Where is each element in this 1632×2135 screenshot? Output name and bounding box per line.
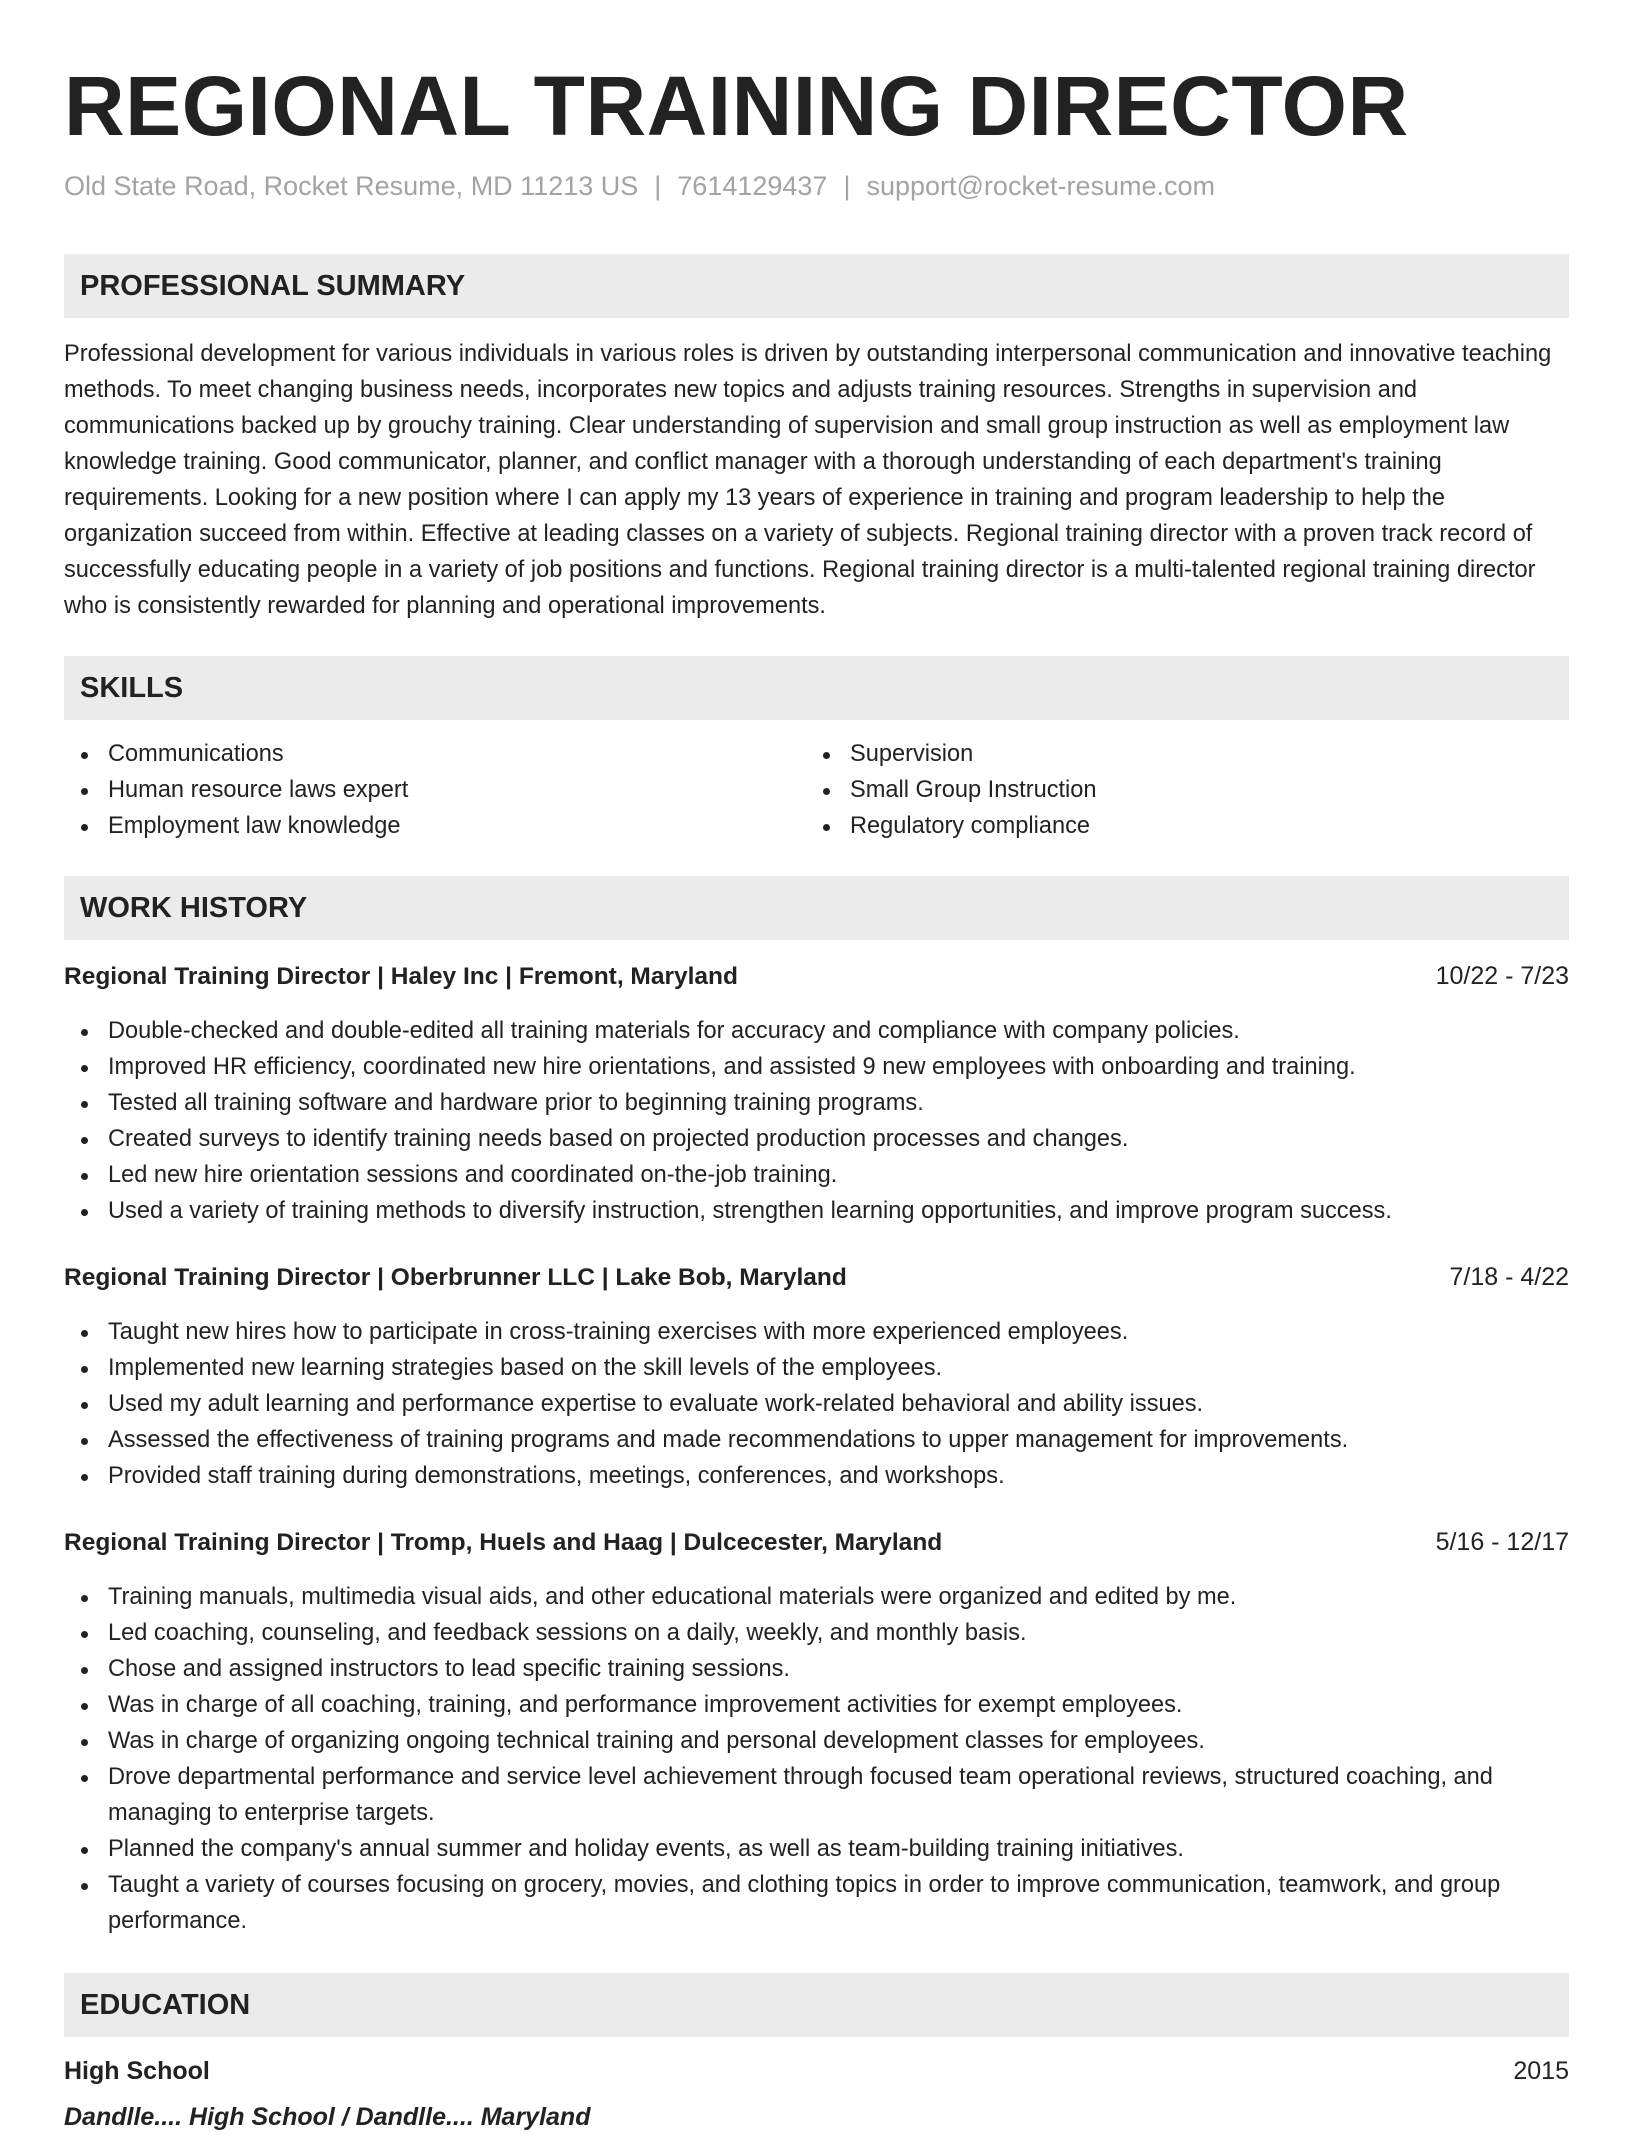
skill-item: Employment law knowledge — [64, 808, 806, 844]
contact-email[interactable]: support@rocket-resume.com — [866, 171, 1215, 201]
skills-column-left — [64, 736, 806, 844]
education-entry — [64, 2053, 1569, 2135]
contact-phone[interactable]: 7614129437 — [677, 171, 828, 201]
job-bullet: Drove departmental performance and service level achievement through focused team operational reviews, structured coaching, and managing to enterprise targets. — [64, 1759, 1569, 1831]
job-bullet: Provided staff training during demonstrations, meetings, conferences, and workshops. — [64, 1458, 1569, 1494]
skill-item: Human resource laws expert — [64, 772, 806, 808]
job-dates: 10/22 - 7/23 — [1435, 962, 1569, 990]
section-heading-skills: SKILLS — [64, 656, 1569, 720]
job-entry — [64, 958, 1569, 1229]
skill-item: Small Group Instruction — [806, 772, 1548, 808]
section-heading-summary: PROFESSIONAL SUMMARY — [64, 254, 1569, 318]
job-bullet: Taught new hires how to participate in cross-training exercises with more experienced employees. — [64, 1314, 1569, 1350]
section-heading-work-history: WORK HISTORY — [64, 876, 1569, 940]
job-header — [64, 1259, 1569, 1296]
job-bullet: Training manuals, multimedia visual aids, and other educational materials were organized and edited by me. — [64, 1579, 1569, 1615]
job-bullet: Improved HR efficiency, coordinated new hire orientations, and assisted 9 new employees with onboarding and training. — [64, 1049, 1569, 1085]
job-title: Regional Training Director | Oberbrunner LLC | Lake Bob, Maryland — [64, 1264, 847, 1291]
contact-address: Old State Road, Rocket Resume, MD 11213 US — [64, 171, 639, 201]
job-entry — [64, 1524, 1569, 1939]
skills-column-right — [806, 736, 1548, 844]
job-bullet: Led coaching, counseling, and feedback sessions on a daily, weekly, and monthly basis. — [64, 1615, 1569, 1651]
job-bullet: Used a variety of training methods to diversify instruction, strengthen learning opportunities, and improve program success. — [64, 1193, 1569, 1229]
job-bullets — [64, 1579, 1569, 1939]
resume-name: REGIONAL TRAINING DIRECTOR — [64, 59, 1409, 153]
section-heading-education: EDUCATION — [64, 1973, 1569, 2037]
job-bullet: Was in charge of all coaching, training, and performance improvement activities for exempt employees. — [64, 1687, 1569, 1723]
job-dates: 5/16 - 12/17 — [1435, 1528, 1569, 1556]
job-bullets — [64, 1013, 1569, 1229]
job-bullet: Tested all training software and hardware prior to beginning training programs. — [64, 1085, 1569, 1121]
job-bullet: Planned the company's annual summer and holiday events, as well as team-building training initiatives. — [64, 1831, 1569, 1867]
job-bullet: Was in charge of organizing ongoing technical training and personal development classes for employees. — [64, 1723, 1569, 1759]
job-bullets — [64, 1314, 1569, 1494]
contact-separator: | — [654, 171, 662, 201]
job-header — [64, 958, 1569, 995]
job-header — [64, 1524, 1569, 1561]
job-bullet: Implemented new learning strategies based on the skill levels of the employees. — [64, 1350, 1569, 1386]
contact-separator: | — [843, 171, 851, 201]
education-school: Dandlle.... High School / Dandlle.... Maryland — [64, 2103, 591, 2131]
skill-item: Regulatory compliance — [806, 808, 1548, 844]
job-title: Regional Training Director | Haley Inc | Fremont, Maryland — [64, 963, 738, 990]
education-year: 2015 — [1513, 2057, 1569, 2085]
job-dates: 7/18 - 4/22 — [1449, 1263, 1569, 1291]
skill-item: Communications — [64, 736, 806, 772]
job-bullet: Created surveys to identify training needs based on projected production processes and changes. — [64, 1121, 1569, 1157]
job-bullet: Double-checked and double-edited all training materials for accuracy and compliance with company policies. — [64, 1013, 1569, 1049]
job-entry — [64, 1259, 1569, 1494]
job-bullet: Used my adult learning and performance expertise to evaluate work-related behavioral and ability issues. — [64, 1386, 1569, 1422]
job-bullet: Chose and assigned instructors to lead specific training sessions. — [64, 1651, 1569, 1687]
skill-item: Supervision — [806, 736, 1548, 772]
education-header — [64, 2053, 1569, 2089]
job-bullet: Assessed the effectiveness of training programs and made recommendations to upper management for improvements. — [64, 1422, 1569, 1458]
job-bullet: Led new hire orientation sessions and coordinated on-the-job training. — [64, 1157, 1569, 1193]
contact-line — [64, 168, 1569, 204]
summary-text: Professional development for various individuals in various roles is driven by outstanding interpersonal communication and innovative teaching methods. To meet changing business needs, incorporates new topics and adjusts training resources. Strengths in supervision and communications backed up by grouchy training. Clear understanding of supervision and small group instruction as well as employment law knowledge training. Good communicator, planner, and conflict manager with a thorough understanding of each department's training requirements. Looking for a new position where I can apply my 13 years of experience in training and program leadership to help the organization succeed from within. Effective at leading classes on a variety of subjects. Regional training director with a proven track record of successfully educating people in a variety of job positions and functions. Regional training director is a multi-talented regional training director who is consistently rewarded for planning and operational improvements. — [64, 341, 1552, 619]
job-title: Regional Training Director | Tromp, Huels and Haag | Dulcecester, Maryland — [64, 1529, 943, 1556]
resume-page — [64, 0, 1569, 2135]
skills-list — [64, 736, 1569, 844]
education-degree: High School — [64, 2057, 210, 2085]
job-bullet: Taught a variety of courses focusing on grocery, movies, and clothing topics in order to improve communication, teamwork, and group performance. — [64, 1867, 1569, 1939]
